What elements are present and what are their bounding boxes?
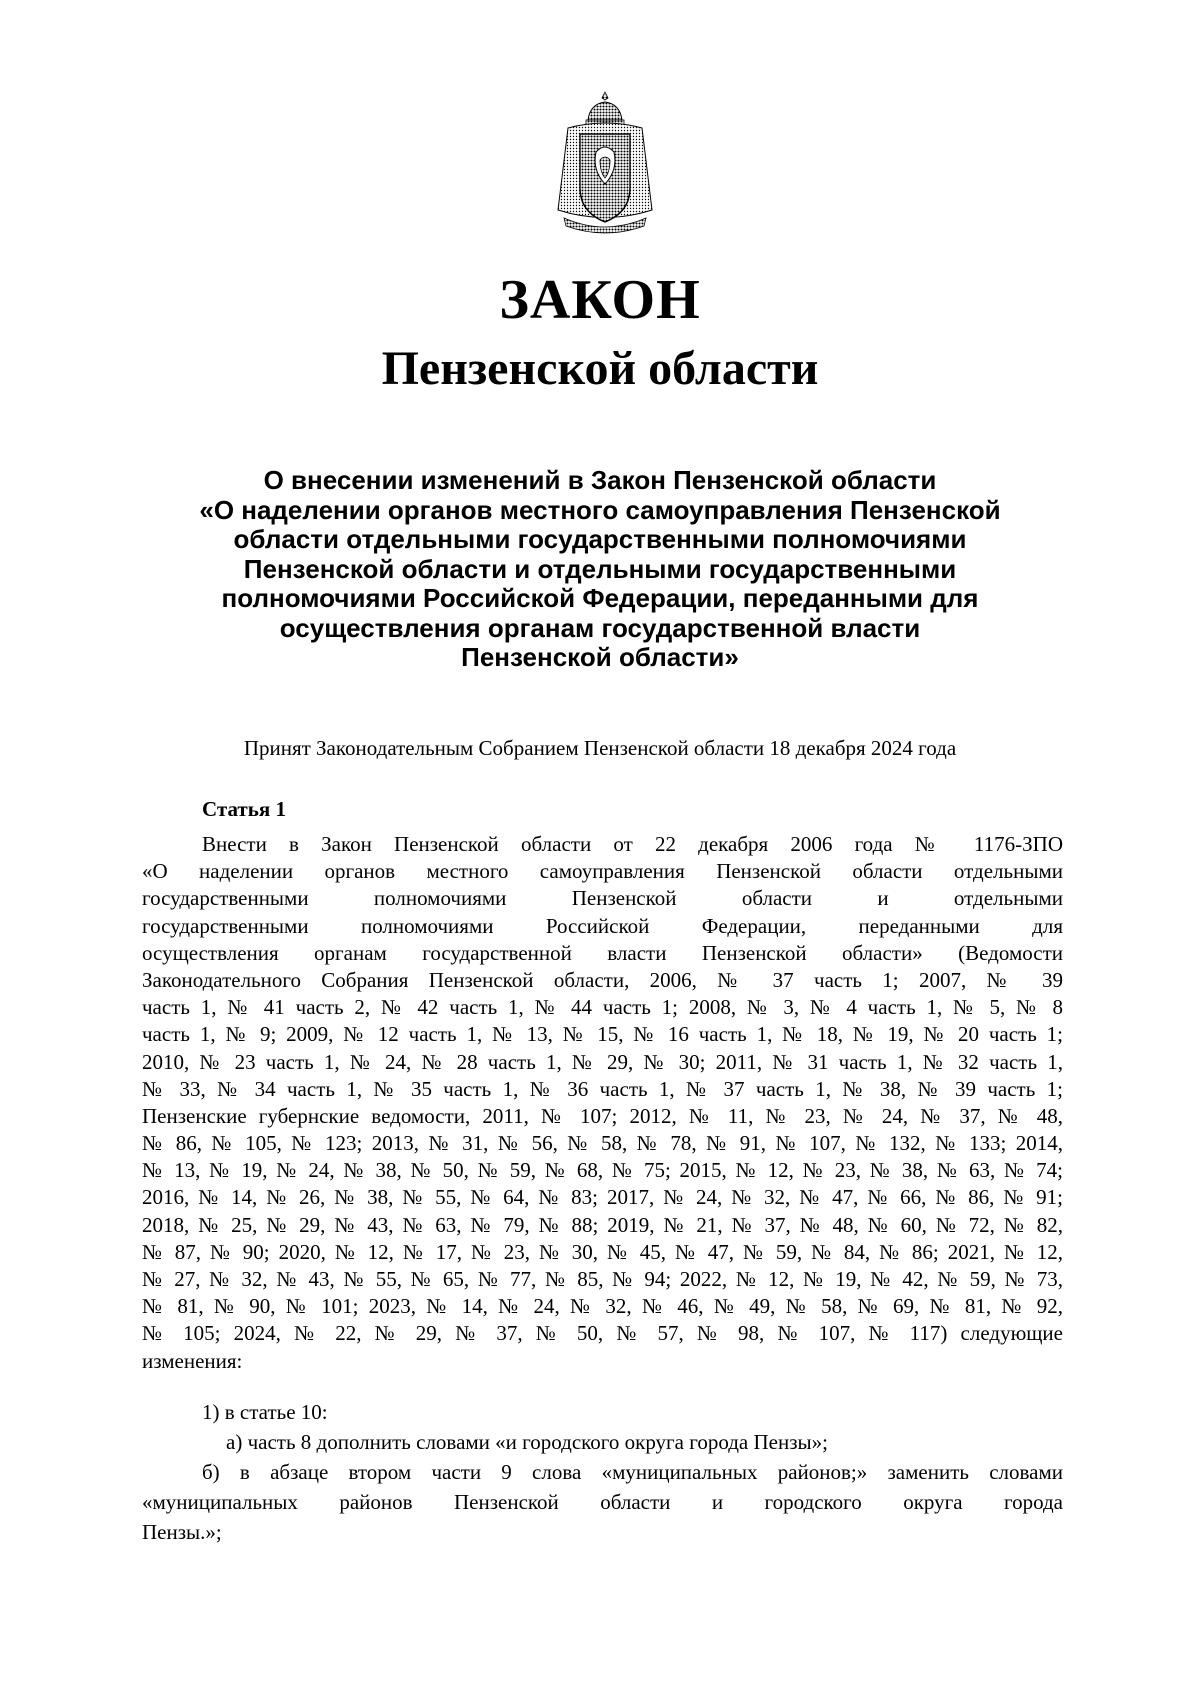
body-line: 2018, № 25, № 29, № 43, № 63, № 79, № 88; 2019, № 21, № 37, № 48, № 60, № 72, № 82, — [142, 1212, 1063, 1237]
body-line: № 105; 2024, № 22, № 29, № 37, № 50, № 57, № 98, № 107, № 117) следующие — [142, 1321, 1063, 1346]
adoption-statement: Принят Законодательным Собранием Пензенской области 18 декабря 2024 года — [243, 736, 957, 760]
body-line: «О наделении органов местного самоуправления Пензенской области отдельными — [142, 859, 1063, 884]
penza-region-coat-of-arms-icon — [548, 90, 662, 240]
subject-line: полномочиями Российской Федерации, переданными для — [221, 583, 979, 613]
list-item: 1) в статье 10: — [202, 1400, 328, 1424]
list-subitem: б) в абзаце втором части 9 слова «муниципальных районов;» заменить словами — [202, 1460, 1063, 1484]
body-line: № 33, № 34 часть 1, № 35 часть 1, № 36 часть 1, № 37 часть 1, № 38, № 39 часть 1; — [142, 1076, 1063, 1101]
law-subject-heading — [150, 466, 1050, 673]
subject-line: Пензенской области» — [461, 642, 739, 672]
body-line: 2010, № 23 часть 1, № 24, № 28 часть 1, № 29, № 30; 2011, № 31 часть 1, № 32 часть 1, — [142, 1049, 1063, 1074]
body-line: № 81, № 90, № 101; 2023, № 14, № 24, № 32, № 46, № 49, № 58, № 69, № 81, № 92, — [142, 1294, 1063, 1319]
subject-line: области отдельными государственными полномочиями — [233, 524, 967, 554]
body-line: осуществления органам государственной власти Пензенской области» (Ведомости — [142, 940, 1063, 965]
law-title: ЗАКОН — [499, 269, 701, 331]
body-line: 2016, № 14, № 26, № 38, № 55, № 64, № 83; 2017, № 24, № 32, № 47, № 66, № 86, № 91; — [142, 1185, 1063, 1210]
body-line: изменения: — [142, 1348, 243, 1373]
body-line: Внести в Закон Пензенской области от 22 декабря 2006 года № 1176-ЗПО — [202, 832, 1063, 856]
body-line: Пензенские губернские ведомости, 2011, № 107; 2012, № 11, № 23, № 24, № 37, № 48, — [142, 1103, 1063, 1128]
article-heading: Статья 1 — [202, 797, 286, 821]
list-subitem-continuation: Пензы.»; — [142, 1520, 222, 1544]
subject-line: Пензенской области и отдельными государственными — [243, 553, 957, 584]
body-line: государственными полномочиями Российской Федерации, переданными для — [142, 913, 1063, 938]
body-line: часть 1, № 9; 2009, № 12 часть 1, № 13, № 15, № 16 часть 1, № 18, № 19, № 20 часть 1; — [142, 1022, 1063, 1047]
body-line: часть 1, № 41 часть 2, № 42 часть 1, № 44 часть 1; 2008, № 3, № 4 часть 1, № 5, № 8 — [142, 995, 1063, 1020]
subject-line: осуществления органам государственной власти — [279, 612, 921, 643]
law-region: Пензенской области — [381, 342, 819, 395]
subject-line: «О наделении органов местного самоуправления Пензенской — [199, 494, 1001, 525]
list-subitem-continuation: «муниципальных районов Пензенской области и городского округа города — [142, 1490, 1063, 1514]
list-subitem: а) часть 8 дополнить словами «и городского округа города Пензы»; — [226, 1430, 828, 1454]
body-line: № 27, № 32, № 43, № 55, № 65, № 77, № 85, № 94; 2022, № 12, № 19, № 42, № 59, № 73, — [142, 1267, 1063, 1291]
body-line: № 86, № 105, № 123; 2013, № 31, № 56, № 58, № 78, № 91, № 107, № 132, № 133; 2014, — [142, 1131, 1063, 1156]
body-line: № 87, № 90; 2020, № 12, № 17, № 23, № 30, № 45, № 47, № 59, № 84, № 86; 2021, № 12, — [142, 1239, 1063, 1264]
body-line: № 13, № 19, № 24, № 38, № 50, № 59, № 68, № 75; 2015, № 12, № 23, № 38, № 63, № 74; — [142, 1158, 1063, 1183]
subject-line: О внесении изменений в Закон Пензенской области — [263, 465, 937, 495]
article-body — [142, 831, 1063, 1375]
body-line: государственными полномочиями Пензенской области и отдельными — [142, 886, 1063, 911]
body-line: Законодательного Собрания Пензенской области, 2006, № 37 часть 1; 2007, № 39 — [142, 967, 1063, 992]
amendments-list — [142, 1397, 1063, 1547]
